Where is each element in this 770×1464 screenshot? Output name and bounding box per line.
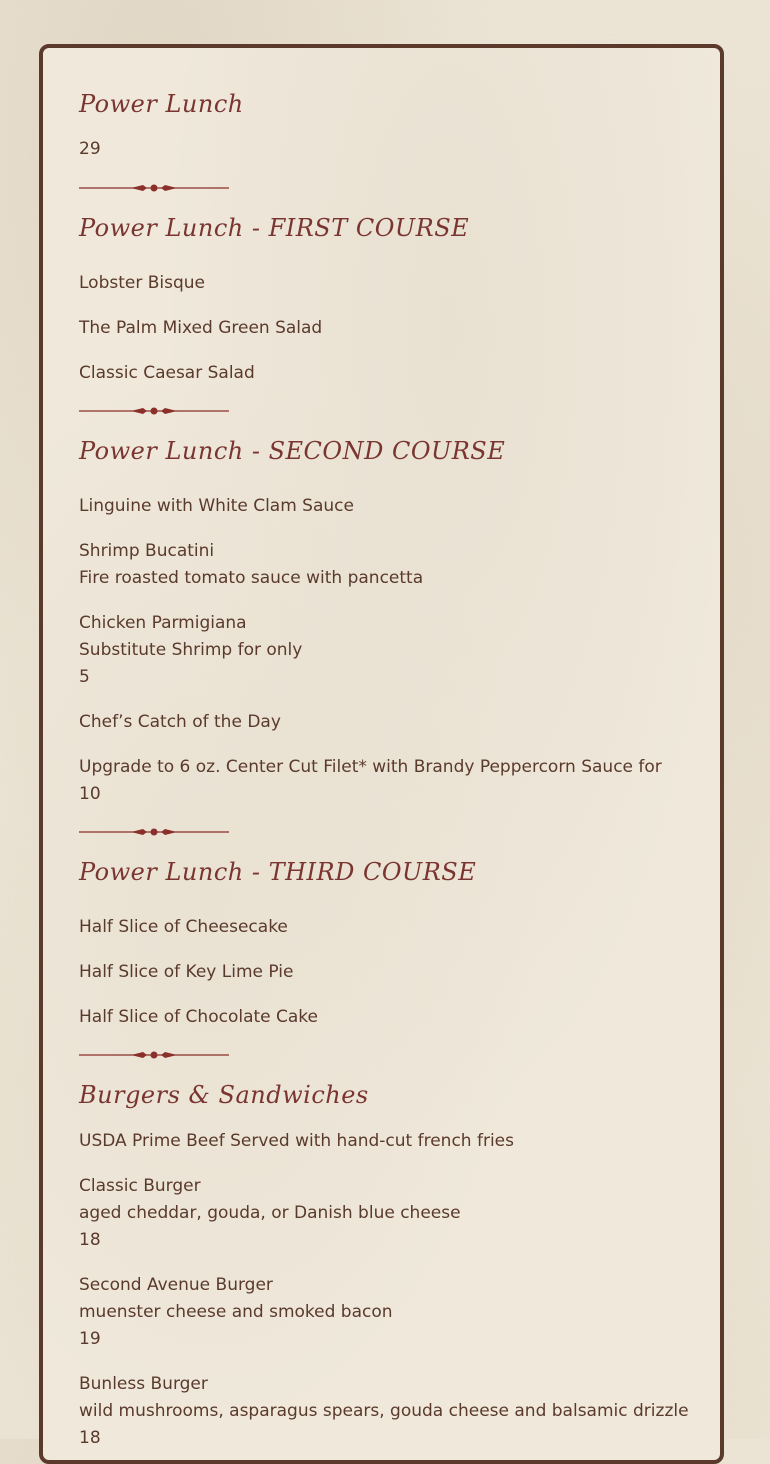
menu-item: Classic Burger [79,1176,201,1196]
ornamental-divider-icon [79,1049,229,1061]
menu-item: Linguine with White Clam Sauce [79,496,354,516]
menu-item-price: 18 [79,1428,101,1448]
menu-item: Chef’s Catch of the Day [79,712,281,732]
menu-item: Shrimp Bucatini [79,541,215,561]
section-title-third-course: Power Lunch - THIRD COURSE [79,858,477,886]
menu-item-price: 19 [79,1329,101,1349]
menu-item: Classic Caesar Salad [79,363,255,383]
menu-item: Second Avenue Burger [79,1275,273,1295]
section-title-first-course: Power Lunch - FIRST COURSE [79,214,470,242]
section-title-burgers-sandwiches: Burgers & Sandwiches [79,1081,369,1109]
menu-item-description: aged cheddar, gouda, or Danish blue cheese [79,1203,461,1223]
ornamental-divider-icon [79,826,229,838]
menu-item: Chicken Parmigiana [79,613,247,633]
menu-item-price: 5 [79,667,90,687]
menu-panel [39,44,724,1464]
menu-item: Half Slice of Cheesecake [79,917,288,937]
menu-item-description: Substitute Shrimp for only [79,640,303,660]
ornamental-divider-icon [79,182,229,194]
menu-item-price: 18 [79,1230,101,1250]
menu-item: Half Slice of Key Lime Pie [79,962,294,982]
section-title-second-course: Power Lunch - SECOND COURSE [79,437,506,465]
section-description: USDA Prime Beef Served with hand-cut french fries [79,1131,514,1151]
menu-item: Lobster Bisque [79,273,206,293]
menu-item: Bunless Burger [79,1374,208,1394]
menu-item-description: muenster cheese and smoked bacon [79,1302,393,1322]
section-title-power-lunch: Power Lunch [79,90,244,118]
menu-item-description: wild mushrooms, asparagus spears, gouda cheese and balsamic drizzle [79,1401,689,1421]
ornamental-divider-icon [79,405,229,417]
menu-item: The Palm Mixed Green Salad [79,318,323,338]
menu-item-price: 10 [79,784,101,804]
menu-item: Upgrade to 6 oz. Center Cut Filet* with Brandy Peppercorn Sauce for [79,757,662,777]
menu-item-description: Fire roasted tomato sauce with pancetta [79,568,424,588]
menu-item: Half Slice of Chocolate Cake [79,1007,318,1027]
power-lunch-price: 29 [79,139,101,159]
